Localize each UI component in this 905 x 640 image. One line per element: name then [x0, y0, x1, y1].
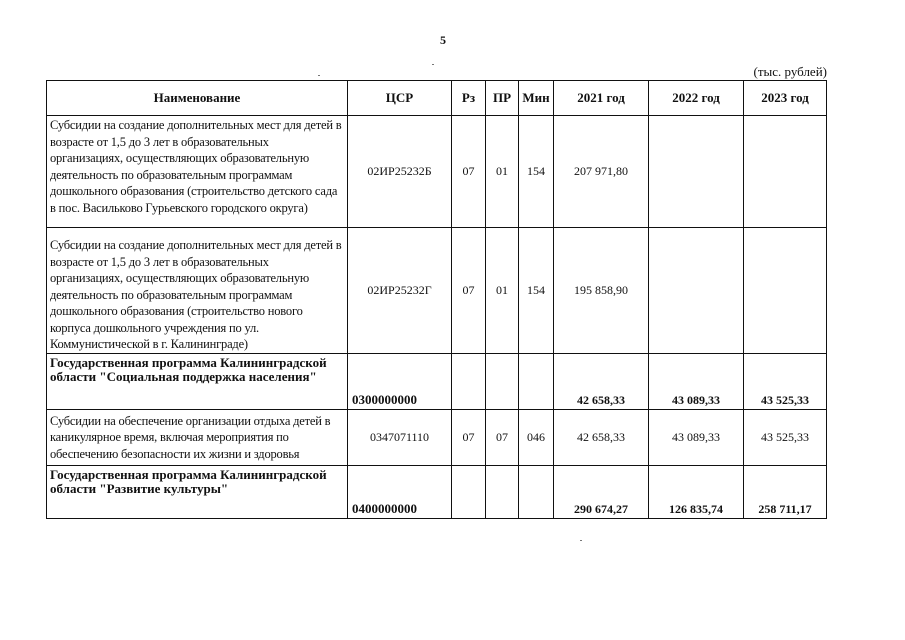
program-min: [519, 353, 554, 409]
program-2023: 43 525,33: [744, 353, 827, 409]
program-name: Государственная программа Калининградской области "Социальная поддержка населения": [47, 353, 348, 409]
row-pr: 01: [486, 116, 519, 228]
row-name: Субсидии на создание дополнительных мест для детей в возрасте от 1,5 до 3 лет в образовательных организациях, осуществляющих образовательную деятельность по образовательным программам дошкольного образования (строительство детского сада в пос. Васильково Гурьевского городского округа): [47, 116, 348, 228]
row-2023: [744, 228, 827, 354]
row-rz: 07: [452, 409, 486, 465]
row-min: 154: [519, 116, 554, 228]
table-row: [47, 409, 827, 465]
budget-table: [46, 80, 827, 519]
row-csr: 0347071110: [348, 409, 452, 465]
program-pr: [486, 465, 519, 518]
header-name: Наименование: [47, 81, 348, 116]
row-2023: 43 525,33: [744, 409, 827, 465]
table-row: [47, 228, 827, 354]
row-rz: 07: [452, 228, 486, 354]
program-row: [47, 353, 827, 409]
row-name: Субсидии на обеспечение организации отдыха детей в каникулярное время, включая мероприятия по обеспечению безопасности их жизни и здоровья: [47, 409, 348, 465]
scan-speck: [432, 64, 434, 65]
row-name: Субсидии на создание дополнительных мест для детей в возрасте от 1,5 до 3 лет в образовательных организациях, осуществляющих образовательную деятельность по образовательным программам дошкольного образования (строительство нового корпуса дошкольного учреждения по ул. Коммунистической в г. Калининграде): [47, 228, 348, 354]
program-2022: 126 835,74: [649, 465, 744, 518]
units-label: (тыс. рублей): [753, 64, 827, 79]
program-name: Государственная программа Калининградской области "Развитие культуры": [47, 465, 348, 518]
row-2023: [744, 116, 827, 228]
row-2021: 42 658,33: [554, 409, 649, 465]
row-csr: 02ИР25232Г: [348, 228, 452, 354]
header-2023: 2023 год: [744, 81, 827, 116]
program-min: [519, 465, 554, 518]
program-2021: 42 658,33: [554, 353, 649, 409]
table-header-row: [47, 81, 827, 116]
row-pr: 07: [486, 409, 519, 465]
program-csr: 0300000000: [348, 353, 452, 409]
program-2021: 290 674,27: [554, 465, 649, 518]
page-number: 5: [440, 33, 446, 47]
row-min: 046: [519, 409, 554, 465]
program-2023: 258 711,17: [744, 465, 827, 518]
table-row: [47, 116, 827, 228]
scan-speck: [580, 540, 582, 541]
row-2022: [649, 228, 744, 354]
row-pr: 01: [486, 228, 519, 354]
header-min: Мин: [519, 81, 554, 116]
header-csr: ЦСР: [348, 81, 452, 116]
row-rz: 07: [452, 116, 486, 228]
program-rz: [452, 465, 486, 518]
program-pr: [486, 353, 519, 409]
program-2022: 43 089,33: [649, 353, 744, 409]
row-2021: 195 858,90: [554, 228, 649, 354]
header-pr: ПР: [486, 81, 519, 116]
header-rz: Рз: [452, 81, 486, 116]
row-min: 154: [519, 228, 554, 354]
program-row: [47, 465, 827, 518]
program-rz: [452, 353, 486, 409]
row-csr: 02ИР25232Б: [348, 116, 452, 228]
header-2022: 2022 год: [649, 81, 744, 116]
program-csr: 0400000000: [348, 465, 452, 518]
scan-speck: [318, 75, 320, 76]
header-2021: 2021 год: [554, 81, 649, 116]
row-2022: [649, 116, 744, 228]
row-2022: 43 089,33: [649, 409, 744, 465]
row-2021: 207 971,80: [554, 116, 649, 228]
